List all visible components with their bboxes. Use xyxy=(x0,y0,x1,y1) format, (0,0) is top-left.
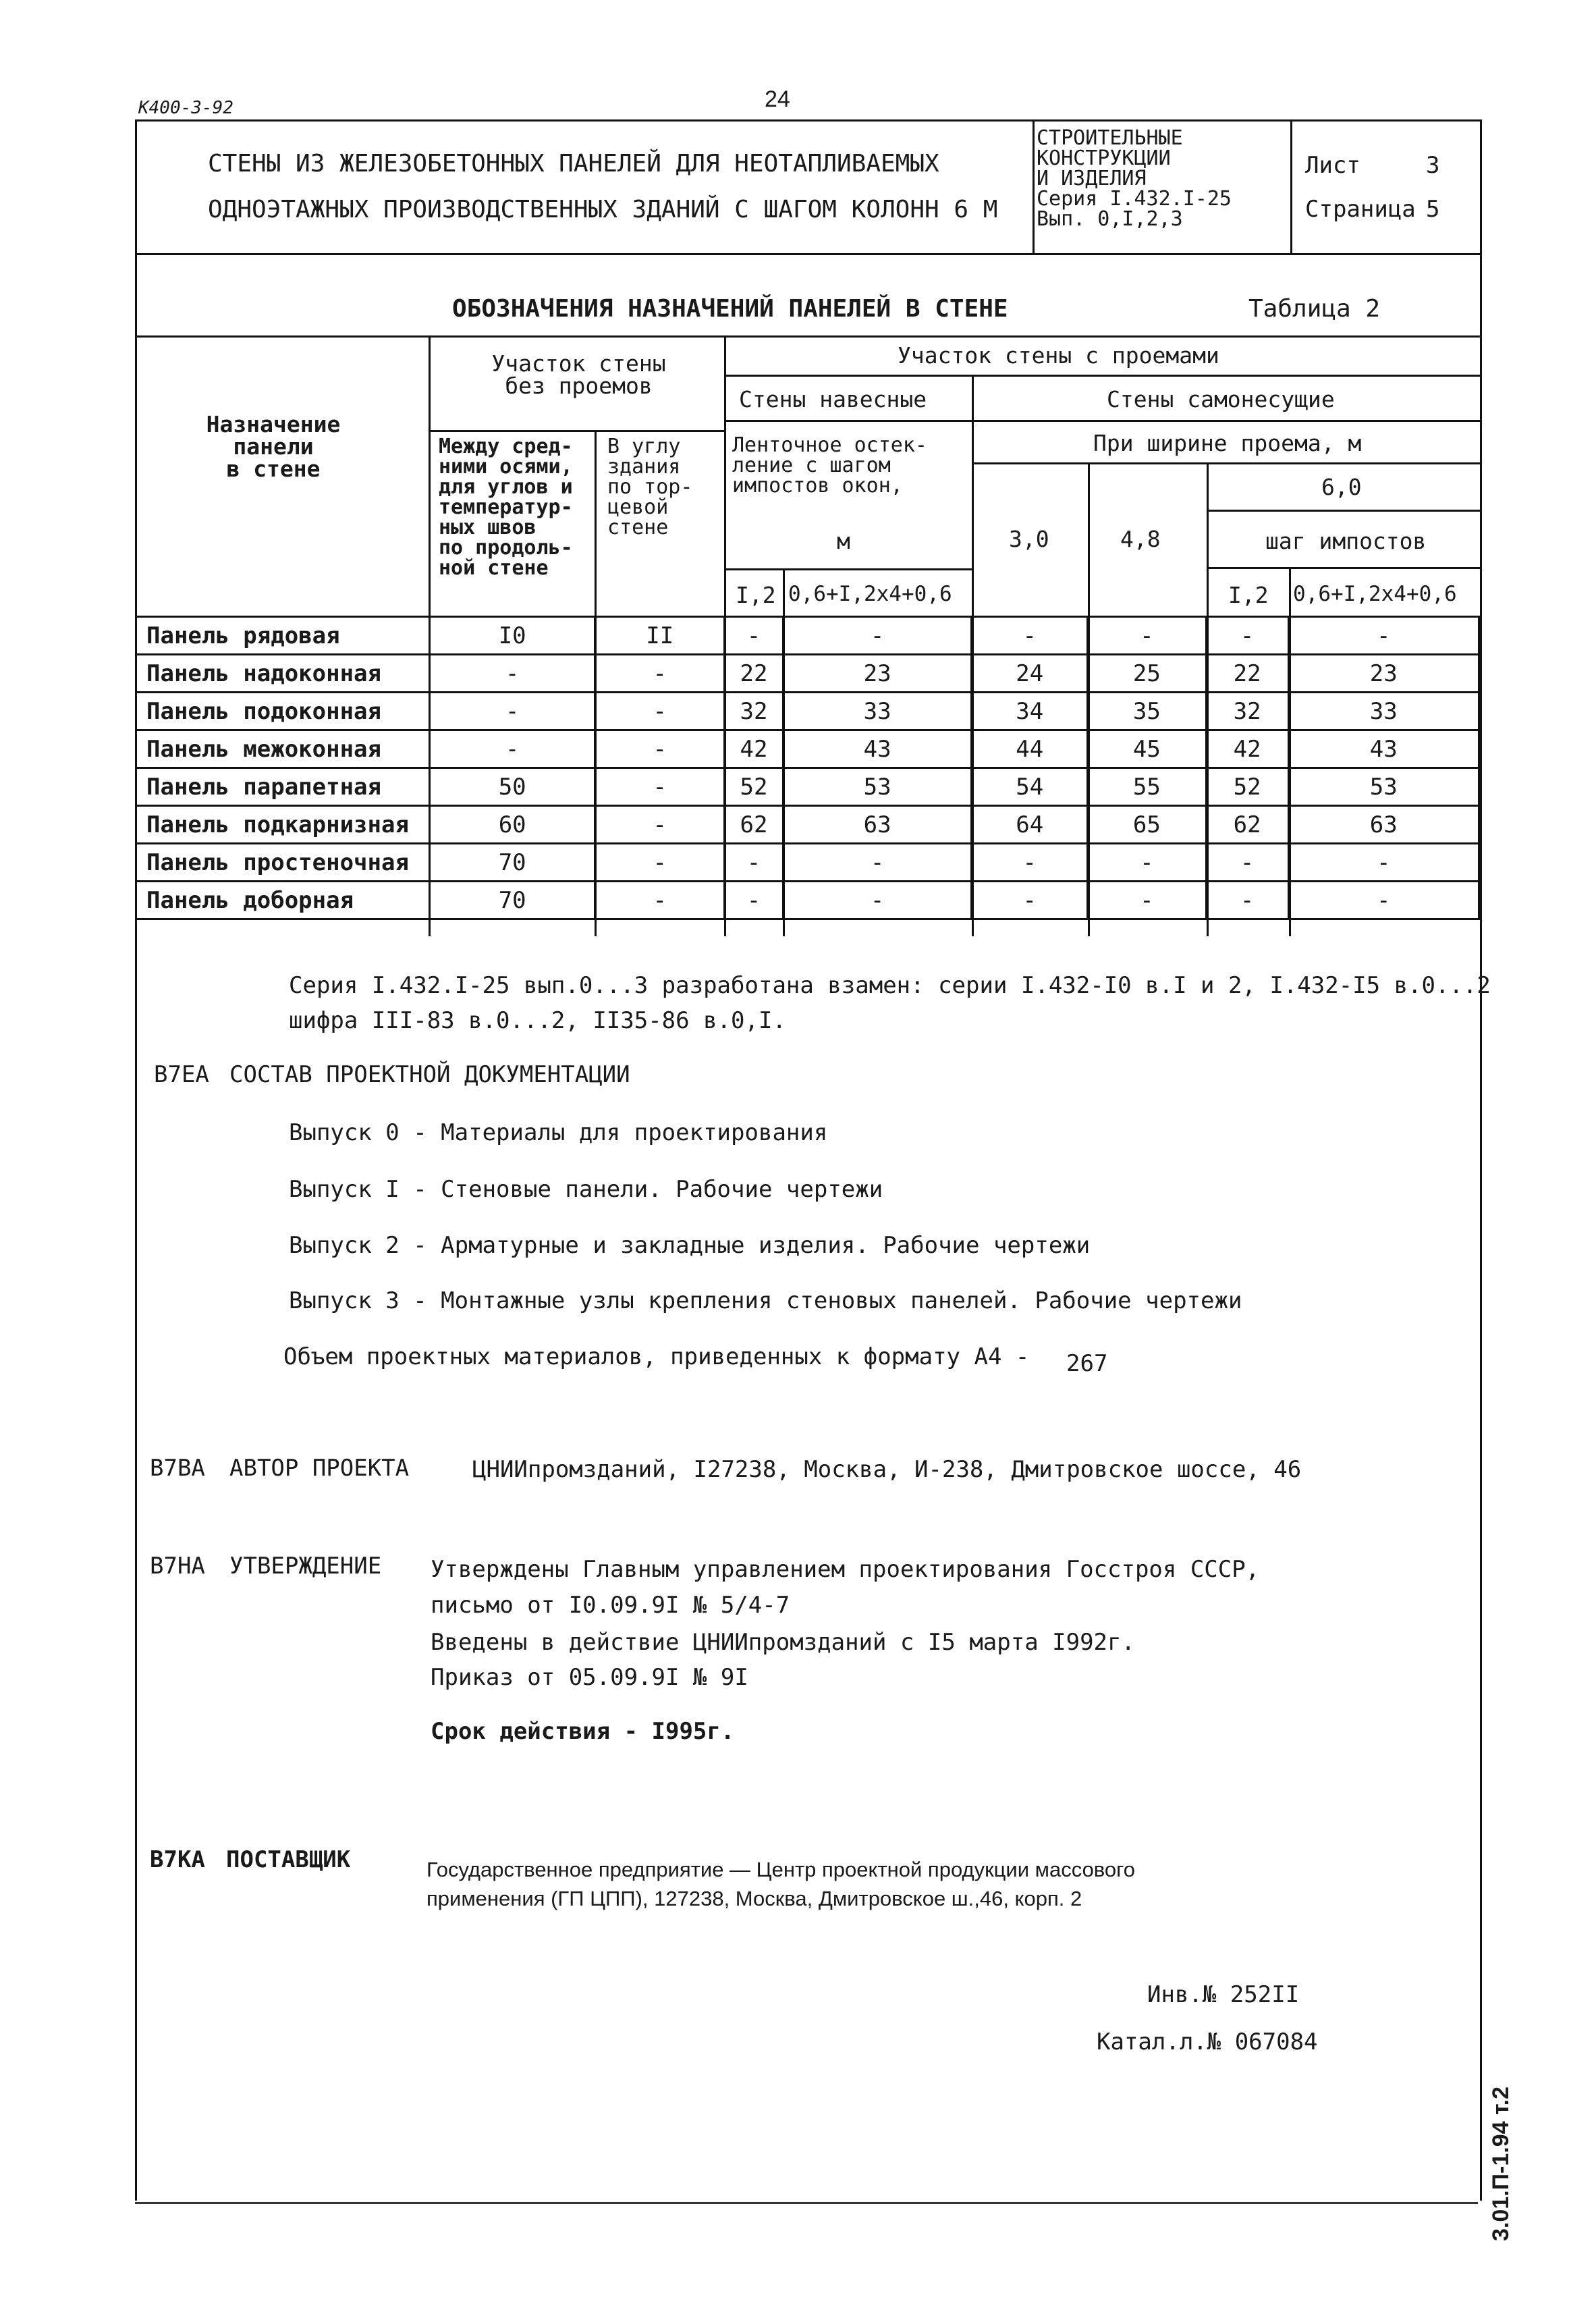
designation-cell: 63 xyxy=(783,806,971,844)
table-label: Таблица 2 xyxy=(1248,295,1381,323)
step-complex-a: 0,6+I,2x4+0,6 xyxy=(788,582,952,606)
table-top-line xyxy=(135,335,1480,338)
width-6-0: 6,0 xyxy=(1321,474,1362,500)
b7ba-title: АВТОР ПРОЕКТА xyxy=(229,1455,410,1482)
header-title-line1: СТЕНЫ ИЗ ЖЕЛЕЗОБЕТОННЫХ ПАНЕЛЕЙ ДЛЯ НЕОТАПЛИВАЕМЫХ xyxy=(208,150,939,178)
strip-glazing-1: Ленточное остек- xyxy=(732,433,927,457)
designation-cell: - xyxy=(725,882,783,919)
designation-cell: 70 xyxy=(429,882,595,919)
designation-cell: - xyxy=(595,730,725,768)
table-row xyxy=(136,844,1479,882)
table-body xyxy=(136,617,1479,919)
corner-3: по тор- xyxy=(607,475,693,499)
supplier-line1: Государственное предприятие — Центр проектной продукции массового xyxy=(426,1858,1136,1881)
designation-cell: 60 xyxy=(429,806,595,844)
designation-cell: 22 xyxy=(1206,655,1288,693)
header-title-line2: ОДНОЭТАЖНЫХ ПРОИЗВОДСТВЕННЫХ ЗДАНИЙ С ШАГОМ КОЛОНН 6 М xyxy=(208,196,998,223)
designation-cell: - xyxy=(1206,844,1288,882)
designation-cell: 43 xyxy=(783,730,971,768)
panel-name-cell: Панель межоконная xyxy=(136,730,430,768)
width-4-8: 4,8 xyxy=(1120,526,1161,552)
designation-cell: - xyxy=(429,730,595,768)
w60-divider xyxy=(1207,510,1480,512)
no-openings-header xyxy=(432,352,725,397)
b7ba-code: B7BA xyxy=(150,1455,205,1482)
panel-name-cell: Панель доборная xyxy=(136,882,430,919)
designation-cell: - xyxy=(595,844,725,882)
designation-cell: - xyxy=(1288,617,1479,655)
step-complex-b: 0,6+I,2x4+0,6 xyxy=(1293,582,1457,606)
designation-cell: - xyxy=(1288,882,1479,919)
sheet-label: Лист xyxy=(1305,152,1360,179)
panel-name-cell: Панель простеночная xyxy=(136,844,430,882)
with-openings-divider xyxy=(724,375,1480,377)
panel-name-cell: Панель парапетная xyxy=(136,768,430,806)
replacement-line1: Серия I.432.I-25 вып.0...3 разработана взамен: серии I.432-I0 в.I и 2, I.432-I5 в.0...2 xyxy=(289,972,1491,999)
table-title: ОБОЗНАЧЕНИЯ НАЗНАЧЕНИЙ ПАНЕЛЕЙ В СТЕНЕ xyxy=(452,295,1008,323)
table-row xyxy=(136,655,1479,693)
self-bearing-header: Стены самонесущие xyxy=(1107,386,1335,412)
panel-name-cell: Панель надоконная xyxy=(136,655,430,693)
sheet-value: 3 xyxy=(1426,152,1440,179)
issue-2: Выпуск 2 - Арматурные и закладные изделия. Рабочие чертежи xyxy=(289,1232,1091,1259)
between-axes-7: ной стене xyxy=(439,556,549,580)
designation-cell: 33 xyxy=(1288,693,1479,730)
purpose-line3: в стене xyxy=(226,456,321,482)
issue-3: Выпуск 3 - Монтажные узлы крепления стеновых панелей. Рабочие чертежи xyxy=(289,1287,1242,1314)
catalog-number: Катал.л.№ 067084 xyxy=(1097,2028,1318,2055)
designation-cell: 43 xyxy=(1288,730,1479,768)
designation-cell: - xyxy=(429,693,595,730)
designation-cell: 24 xyxy=(972,655,1088,693)
b7ea-code: B7EA xyxy=(154,1061,209,1088)
designation-cell: - xyxy=(595,655,725,693)
designation-cell: 42 xyxy=(725,730,783,768)
corner-4: цевой xyxy=(607,495,669,519)
designation-cell: 45 xyxy=(1088,730,1207,768)
table-row xyxy=(136,693,1479,730)
designation-cell: - xyxy=(1088,617,1207,655)
designation-cell: - xyxy=(595,806,725,844)
purpose-line1: Назначение xyxy=(206,411,341,437)
inventory-number: Инв.№ 252II xyxy=(1147,1981,1300,2008)
between-axes-2: ними осями, xyxy=(439,455,573,479)
table-row xyxy=(136,730,1479,768)
approval-1: Утверждены Главным управлением проектирования Госстроя СССР, xyxy=(431,1556,1260,1583)
table-row xyxy=(136,617,1479,655)
designation-cell: - xyxy=(595,882,725,919)
with-openings-header: Участок стены с проемами xyxy=(898,342,1219,369)
b7ha-title: УТВЕРЖДЕНИЕ xyxy=(229,1553,382,1580)
designation-cell: - xyxy=(1288,844,1479,882)
designation-cell: 52 xyxy=(1206,768,1288,806)
designation-cell: - xyxy=(783,617,971,655)
category-line2: КОНСТРУКЦИИ xyxy=(1037,146,1171,170)
step-1-2-b: I,2 xyxy=(1228,582,1269,608)
purpose-header xyxy=(206,413,341,480)
table-row xyxy=(136,768,1479,806)
between-axes-6: по продоль- xyxy=(439,536,573,560)
corner-5: стене xyxy=(607,516,669,539)
designation-cell: - xyxy=(595,693,725,730)
designation-cell: 35 xyxy=(1088,693,1207,730)
table-row xyxy=(136,882,1479,919)
designation-cell: 64 xyxy=(972,806,1088,844)
designation-cell: 53 xyxy=(1288,768,1479,806)
approval-3: Введены в действие ЦНИИпромзданий с I5 марта I992г. xyxy=(431,1629,1135,1656)
designation-cell: 32 xyxy=(725,693,783,730)
purpose-line2: панели xyxy=(233,433,314,460)
designation-cell: - xyxy=(1088,882,1207,919)
step-1-2-a: I,2 xyxy=(736,582,776,608)
no-openings-line1: Участок стены xyxy=(491,350,666,377)
side-stamp: 3.01.П-1.94 т.2 xyxy=(1488,2086,1514,2241)
no-openings-divider xyxy=(429,430,725,432)
header-divider xyxy=(135,253,1480,255)
issues-label: Вып. 0,I,2,3 xyxy=(1037,207,1183,231)
designation-cell: 25 xyxy=(1088,655,1207,693)
author-address: ЦНИИпромзданий, I27238, Москва, И-238, Дмитровское шоссе, 46 xyxy=(472,1456,1302,1483)
header-vline-1 xyxy=(1033,119,1035,253)
no-openings-line2: без проемов xyxy=(505,373,653,399)
designation-cell: II xyxy=(595,617,725,655)
opening-width-divider xyxy=(972,462,1480,464)
width-3-0: 3,0 xyxy=(1009,526,1049,552)
b7ha-code: B7HA xyxy=(150,1553,205,1580)
designation-cell: 44 xyxy=(972,730,1088,768)
designation-cell: - xyxy=(972,844,1088,882)
designation-cell: 65 xyxy=(1088,806,1207,844)
designation-cell: I0 xyxy=(429,617,595,655)
page-value: 5 xyxy=(1426,196,1440,223)
designation-cell: - xyxy=(429,655,595,693)
designation-cell: - xyxy=(595,768,725,806)
frame-bottom-line xyxy=(135,2202,1478,2204)
step-divider xyxy=(1207,567,1480,569)
panel-name-cell: Панель подоконная xyxy=(136,693,430,730)
designation-cell: 52 xyxy=(725,768,783,806)
header-category xyxy=(1037,128,1232,230)
issue-1: Выпуск I - Стеновые панели. Рабочие чертежи xyxy=(289,1176,883,1203)
designation-cell: - xyxy=(1206,882,1288,919)
table-row xyxy=(136,806,1479,844)
page-number: 24 xyxy=(765,86,790,112)
designation-cell: - xyxy=(1088,844,1207,882)
panel-name-cell: Панель рядовая xyxy=(136,617,430,655)
designation-cell: 53 xyxy=(783,768,971,806)
designation-cell: 62 xyxy=(1206,806,1288,844)
between-axes-4: температур- xyxy=(439,495,573,519)
strip-glazing-header xyxy=(732,435,927,496)
designation-cell: 62 xyxy=(725,806,783,844)
designation-cell: 23 xyxy=(783,655,971,693)
replacement-line2: шифра III-83 в.0...2, II35-86 в.0,I. xyxy=(289,1007,786,1034)
series-label: Серия I.432.I-25 xyxy=(1037,187,1232,211)
between-axes-5: ных швов xyxy=(439,516,536,539)
corner-2: здания xyxy=(607,455,681,479)
strip-glazing-divider xyxy=(724,568,974,570)
designation-cell: 42 xyxy=(1206,730,1288,768)
designation-cell: 34 xyxy=(972,693,1088,730)
unit-m: м xyxy=(837,528,850,554)
designation-cell: - xyxy=(1206,617,1288,655)
designation-cell: - xyxy=(783,882,971,919)
designation-cell: 54 xyxy=(972,768,1088,806)
designation-cell: 23 xyxy=(1288,655,1479,693)
mullion-step-header: шаг импостов xyxy=(1265,528,1427,554)
volume-text: Объем проектных материалов, приведенных к формату А4 - xyxy=(283,1343,1030,1370)
designation-cell: 63 xyxy=(1288,806,1479,844)
designation-cell: - xyxy=(725,617,783,655)
designation-cell: - xyxy=(725,844,783,882)
b7ka-code: B7KA xyxy=(150,1846,205,1873)
wall-type-divider xyxy=(724,420,1480,422)
designation-cell: 33 xyxy=(783,693,971,730)
opening-width-header: При ширине проема, м xyxy=(1093,430,1362,456)
approval-4: Приказ от 05.09.9I № 9I xyxy=(431,1664,748,1691)
issue-0: Выпуск 0 - Материалы для проектирования xyxy=(289,1119,828,1146)
designation-cell: - xyxy=(783,844,971,882)
strip-glazing-3: импостов окон, xyxy=(732,474,903,497)
designation-cell: 50 xyxy=(429,768,595,806)
category-line1: СТРОИТЕЛЬНЫЕ xyxy=(1037,126,1183,150)
curtain-walls-header: Стены навесные xyxy=(739,386,927,412)
document-code: К400-3-92 xyxy=(138,98,233,118)
designation-cell: 55 xyxy=(1088,768,1207,806)
panel-designation-table xyxy=(135,616,1480,920)
corner-1: В углу xyxy=(607,435,681,458)
designation-cell: 32 xyxy=(1206,693,1288,730)
validity: Срок действия - I995г. xyxy=(431,1718,735,1745)
designation-cell: - xyxy=(972,617,1088,655)
strip-glazing-2: ление с шагом xyxy=(732,454,891,477)
between-axes-3: для углов и xyxy=(439,475,573,499)
designation-cell: 22 xyxy=(725,655,783,693)
page-label: Страница xyxy=(1305,196,1416,223)
header-vline-2 xyxy=(1290,119,1292,253)
volume-value: 267 xyxy=(1066,1350,1108,1377)
approval-2: письмо от I0.09.9I № 5/4-7 xyxy=(431,1592,790,1619)
corner-header xyxy=(607,437,692,538)
b7ea-title: СОСТАВ ПРОЕКТНОЙ ДОКУМЕНТАЦИИ xyxy=(229,1061,630,1088)
supplier-line2: применения (ГП ЦПП), 127238, Москва, Дмитровское ш.,46, корп. 2 xyxy=(426,1887,1082,1910)
designation-cell: 70 xyxy=(429,844,595,882)
between-axes-1: Между сред- xyxy=(439,435,573,458)
b7ka-title: ПОСТАВЩИК xyxy=(226,1846,351,1873)
between-axes-header xyxy=(439,437,573,578)
designation-cell: - xyxy=(972,882,1088,919)
panel-name-cell: Панель подкарнизная xyxy=(136,806,430,844)
category-line3: И ИЗДЕЛИЯ xyxy=(1037,167,1147,190)
